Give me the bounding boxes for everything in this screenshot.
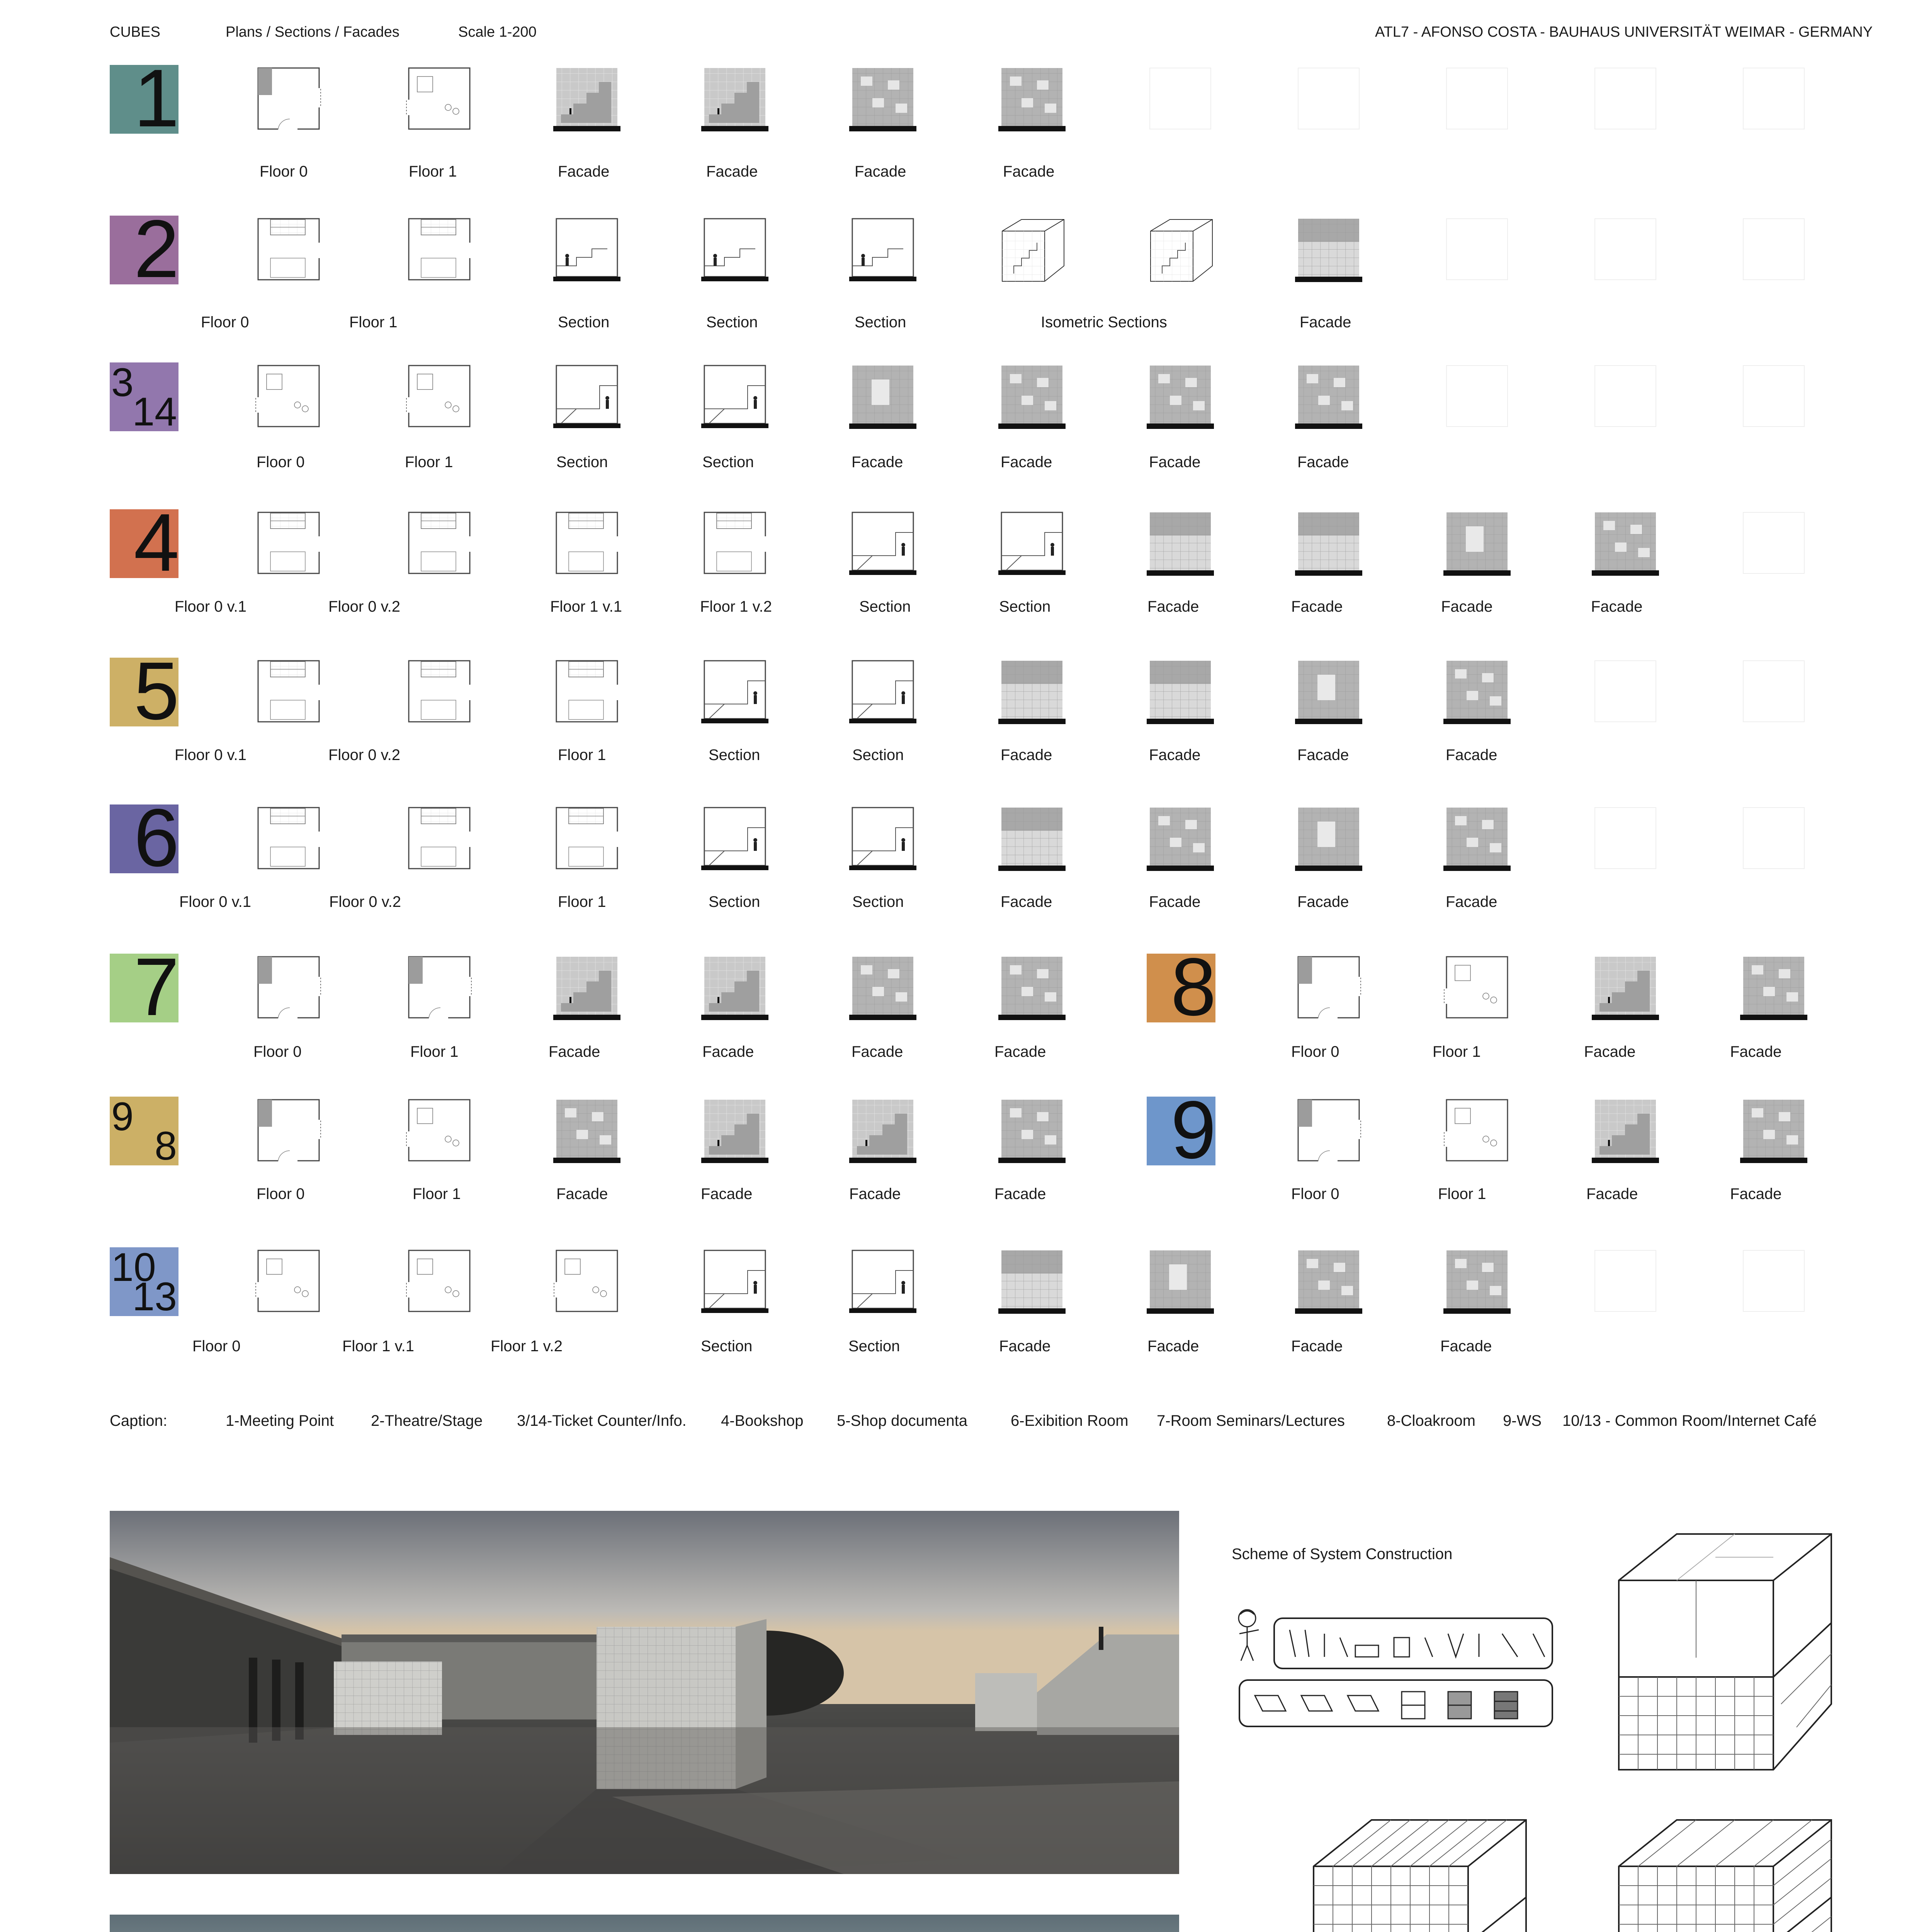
isometric-section-thumb [1147,216,1214,283]
section-thumb [849,1247,916,1315]
thumb-label: Section [706,314,758,331]
thumb-label: Floor 0 [253,1043,302,1060]
cube-number: 8 [1171,954,1214,1022]
facade-thumb [1147,362,1214,430]
cube-number: 4 [134,509,177,578]
thumb-label: Floor 1 [405,454,453,471]
facade-thumb [849,954,916,1021]
cube-badge-9 [1147,1097,1215,1165]
facade-thumb [1592,954,1659,1021]
facade-thumb [701,1097,768,1164]
section-thumb [998,509,1066,577]
facade-thumb [998,804,1066,872]
floor-plan-thumb [255,362,322,430]
thumb-label: Facade [1297,747,1349,764]
cube-number-top: 10 [111,1247,156,1290]
cube-number: 5 [134,658,177,726]
thumb-label: Facade [1149,747,1201,764]
cube-number-top: 9 [111,1097,134,1139]
caption-item: 1-Meeting Point [226,1412,334,1429]
facade-thumb [1147,509,1214,577]
facade-thumb [1592,1097,1659,1164]
cube-number: 6 [134,804,177,873]
cube-number-bottom: 14 [132,389,177,431]
empty-slot [1443,65,1511,132]
thumb-label: Facade [556,1185,608,1202]
empty-slot [1592,216,1659,283]
empty-slot [1740,1247,1807,1315]
floor-plan-thumb [1295,1097,1362,1164]
thumb-label: Facade [994,1185,1046,1202]
empty-slot [1443,362,1511,430]
thumb-label: Floor 0 v.1 [175,598,246,615]
floor-plan-thumb [255,954,322,1021]
cube-badge-8 [1147,954,1215,1022]
thumb-label: Facade [1001,454,1052,471]
facade-thumb [553,1097,620,1164]
thumb-label: Section [558,314,610,331]
thumb-label: Floor 0 v.2 [328,747,400,764]
thumb-label: Facade [1730,1043,1782,1060]
thumb-label: Facade [1730,1185,1782,1202]
sheet-subtitle: Plans / Sections / Facades [226,24,399,40]
thumb-label: Floor 1 v.1 [550,598,622,615]
section-thumb [849,658,916,725]
thumb-label: Facade [1291,598,1343,615]
section-thumb [849,509,916,577]
cube-number: 9 [1171,1097,1214,1165]
cube-structure-wireframe [1603,1526,1843,1777]
floor-plan-thumb [255,658,322,725]
empty-slot [1295,65,1362,132]
caption-item: 5-Shop documenta [837,1412,968,1429]
caption-item: 7-Room Seminars/Lectures [1157,1412,1345,1429]
cube-number: 7 [134,954,177,1022]
facade-thumb [1147,804,1214,872]
cube-badge-7 [110,954,178,1022]
empty-slot [1740,362,1807,430]
thumb-label: Floor 1 [1438,1185,1486,1202]
floor-plan-thumb [406,65,473,132]
section-thumb [701,658,768,725]
facade-thumb [849,65,916,132]
section-thumb [701,804,768,872]
thumb-label: Facade [701,1185,753,1202]
facade-thumb [1295,509,1362,577]
thumb-label: Floor 0 [257,454,305,471]
cube-badge-5 [110,658,178,726]
cube-number-top: 3 [111,362,134,405]
caption-label: Caption: [110,1412,167,1429]
sheet-scale: Scale 1-200 [458,24,537,40]
thumb-label: Floor 0 v.2 [328,598,400,615]
caption-item: 8-Cloakroom [1387,1412,1475,1429]
empty-slot [1592,658,1659,725]
section-thumb [553,362,620,430]
thumb-label: Facade [1149,454,1201,471]
empty-slot [1740,509,1807,577]
facade-thumb [998,65,1066,132]
facade-thumb [998,658,1066,725]
cube-structure-wireframe-2 [1298,1812,1538,1932]
thumb-label: Floor 0 [1291,1043,1339,1060]
floor-plan-thumb [255,1097,322,1164]
thumb-label: Facade [1291,1338,1343,1355]
cube-structure-wireframe-3 [1603,1812,1843,1932]
cube-number-bottom: 8 [155,1124,177,1165]
caption-item: 9-WS [1503,1412,1542,1429]
facade-thumb [998,362,1066,430]
thumb-label: Section [855,314,906,331]
facade-thumb [1592,509,1659,577]
facade-thumb [1740,954,1807,1021]
thumb-label: Floor 1 [413,1185,461,1202]
thumb-label: Facade [1584,1043,1636,1060]
facade-thumb [1443,804,1511,872]
sheet-credit: ATL7 - AFONSO COSTA - BAUHAUS UNIVERSITÄT WEIMAR - GERMANY [1375,24,1873,40]
empty-slot [1592,804,1659,872]
thumb-label: Isometric Sections [1041,314,1167,331]
cube-number: 2 [134,216,177,284]
thumb-label: Facade [994,1043,1046,1060]
section-thumb [849,804,916,872]
floor-plan-thumb [406,658,473,725]
thumb-label: Floor 1 [1433,1043,1481,1060]
cube-badge-9-8 [110,1097,178,1165]
floor-plan-thumb [255,804,322,872]
render-dusk [110,1511,1179,1874]
floor-plan-thumb [1295,954,1362,1021]
cube-badge-1 [110,65,178,134]
facade-thumb [1443,509,1511,577]
cube-badge-2 [110,216,178,284]
thumb-label: Facade [1441,598,1493,615]
thumb-label: Floor 1 [410,1043,459,1060]
isometric-section-thumb [998,216,1066,283]
thumb-label: Facade [1297,893,1349,910]
floor-plan-thumb [255,65,322,132]
caption-item: 10/13 - Common Room/Internet Café [1562,1412,1817,1429]
thumb-label: Floor 0 [257,1185,305,1202]
facade-thumb [1443,658,1511,725]
thumb-label: Facade [1586,1185,1638,1202]
floor-plan-thumb [553,509,620,577]
thumb-label: Floor 1 v.1 [342,1338,414,1355]
floor-plan-thumb [255,1247,322,1315]
floor-plan-thumb [1443,954,1511,1021]
sheet-title: CUBES [110,24,160,40]
thumb-label: Facade [852,454,903,471]
section-thumb [701,216,768,283]
facade-thumb [1295,658,1362,725]
floor-plan-thumb [406,1097,473,1164]
caption-item: 4-Bookshop [721,1412,804,1429]
cube-badge-4 [110,509,178,578]
thumb-label: Floor 1 v.2 [491,1338,563,1355]
section-thumb [553,216,620,283]
facade-thumb [1147,658,1214,725]
floor-plan-thumb [255,509,322,577]
thumb-label: Facade [1297,454,1349,471]
thumb-label: Section [852,747,904,764]
thumb-label: Facade [1446,747,1497,764]
facade-thumb [1740,1097,1807,1164]
cube-badge-6 [110,804,178,873]
thumb-label: Section [709,893,760,910]
empty-slot [1740,216,1807,283]
thumb-label: Facade [1446,893,1497,910]
floor-plan-thumb [553,804,620,872]
thumb-label: Floor 0 [201,314,249,331]
section-thumb [849,216,916,283]
section-thumb [701,362,768,430]
thumb-label: Facade [999,1338,1051,1355]
empty-slot [1147,65,1214,132]
facade-thumb [1295,216,1362,283]
thumb-label: Facade [549,1043,600,1060]
facade-thumb [1295,1247,1362,1315]
thumb-label: Floor 0 v.1 [175,747,246,764]
thumb-label: Facade [1003,163,1055,180]
floor-plan-thumb [406,216,473,283]
floor-plan-thumb [553,1247,620,1315]
facade-thumb [1295,362,1362,430]
empty-slot [1740,804,1807,872]
floor-plan-thumb [406,509,473,577]
floor-plan-thumb [553,658,620,725]
facade-thumb [849,1097,916,1164]
facade-thumb [1147,1247,1214,1315]
cube-number: 1 [134,65,177,134]
caption-item: 3/14-Ticket Counter/Info. [517,1412,687,1429]
section-thumb [701,1247,768,1315]
thumb-label: Facade [1147,598,1199,615]
thumb-label: Facade [558,163,610,180]
thumb-label: Floor 1 [409,163,457,180]
thumb-label: Facade [706,163,758,180]
empty-slot [1592,1247,1659,1315]
thumb-label: Floor 0 [192,1338,241,1355]
thumb-label: Section [701,1338,753,1355]
facade-thumb [998,1097,1066,1164]
thumb-label: Section [702,454,754,471]
facade-thumb [1443,1247,1511,1315]
empty-slot [1740,65,1807,132]
facade-thumb [701,65,768,132]
thumb-label: Floor 0 v.1 [179,893,251,910]
thumb-label: Floor 1 [349,314,398,331]
thumb-label: Section [556,454,608,471]
thumb-label: Floor 1 [558,893,606,910]
floor-plan-thumb [406,362,473,430]
cube-badge-3-14 [110,362,178,431]
thumb-label: Section [859,598,911,615]
thumb-label: Facade [702,1043,754,1060]
facade-thumb [701,954,768,1021]
thumb-label: Section [999,598,1051,615]
thumb-label: Section [709,747,760,764]
thumb-label: Facade [1440,1338,1492,1355]
facade-thumb [553,65,620,132]
render-twilight [110,1915,1179,1932]
caption-item: 2-Theatre/Stage [371,1412,483,1429]
thumb-label: Floor 1 v.2 [700,598,772,615]
facade-thumb [1295,804,1362,872]
empty-slot [1592,362,1659,430]
floor-plan-thumb [406,1247,473,1315]
thumb-label: Facade [1001,893,1052,910]
thumb-label: Section [848,1338,900,1355]
thumb-label: Facade [849,1185,901,1202]
thumb-label: Floor 0 v.2 [329,893,401,910]
thumb-label: Floor 1 [558,747,606,764]
assembly-tools-diagram [1232,1603,1568,1730]
floor-plan-thumb [701,509,768,577]
floor-plan-thumb [406,804,473,872]
thumb-label: Facade [1001,747,1052,764]
thumb-label: Facade [1147,1338,1199,1355]
thumb-label: Facade [855,163,906,180]
thumb-label: Facade [852,1043,903,1060]
thumb-label: Floor 0 [260,163,308,180]
caption-item: 6-Exibition Room [1011,1412,1129,1429]
floor-plan-thumb [1443,1097,1511,1164]
thumb-label: Facade [1149,893,1201,910]
thumb-label: Floor 0 [1291,1185,1339,1202]
facade-thumb [849,362,916,430]
thumb-label: Facade [1591,598,1643,615]
facade-thumb [998,1247,1066,1315]
floor-plan-thumb [255,216,322,283]
empty-slot [1592,65,1659,132]
empty-slot [1740,658,1807,725]
facade-thumb [998,954,1066,1021]
cube-number-bottom: 13 [132,1274,177,1316]
scheme-title: Scheme of System Construction [1232,1546,1453,1563]
cube-badge-10-13 [110,1247,178,1316]
floor-plan-thumb [406,954,473,1021]
thumb-label: Section [852,893,904,910]
facade-thumb [553,954,620,1021]
thumb-label: Facade [1300,314,1351,331]
empty-slot [1443,216,1511,283]
